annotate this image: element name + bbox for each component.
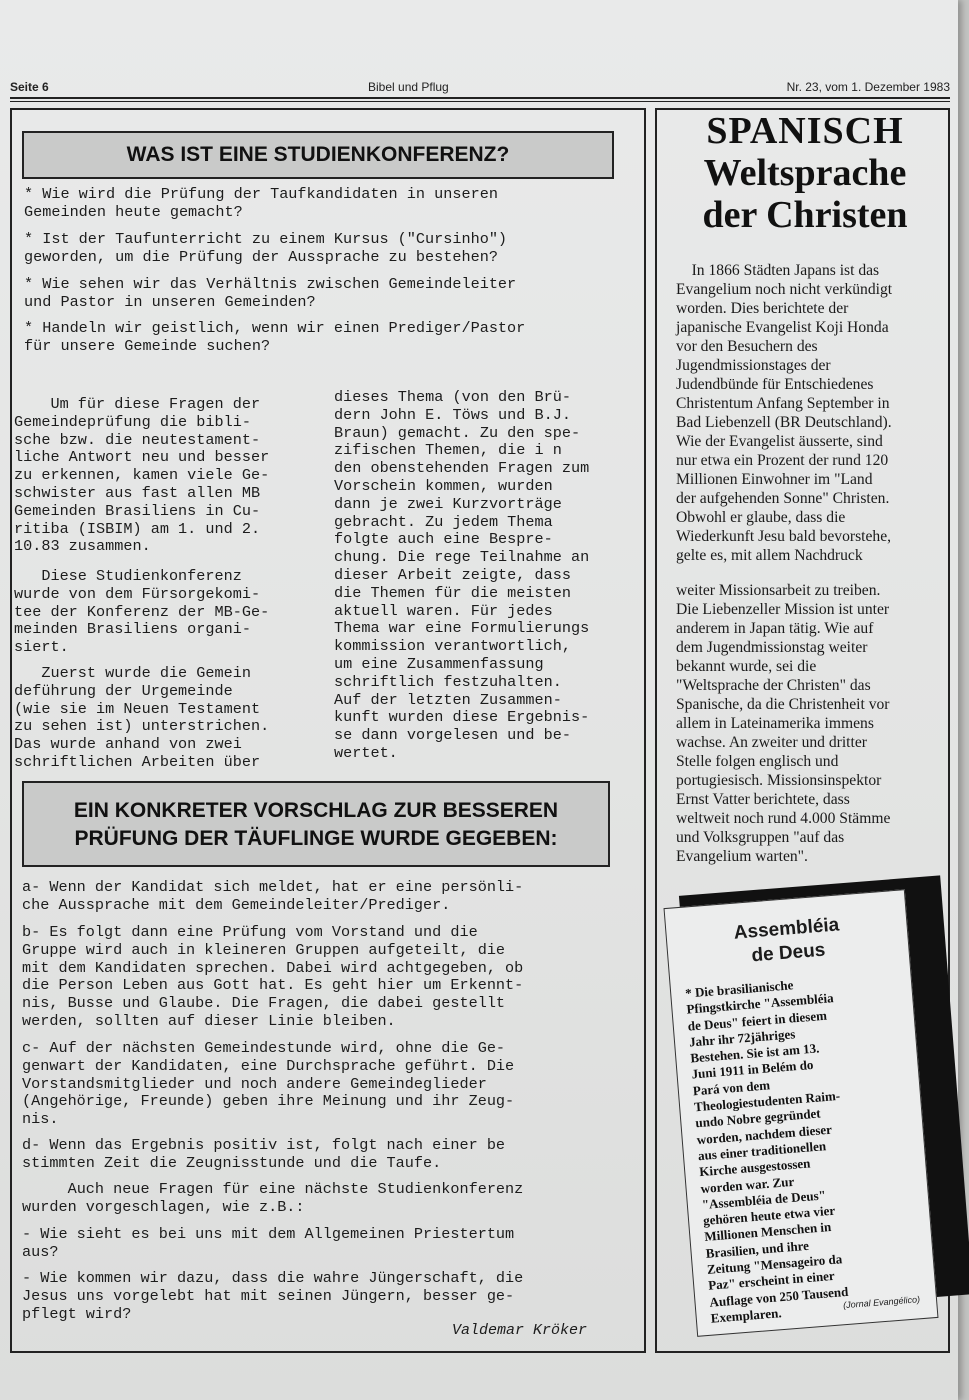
header-rule	[10, 97, 950, 99]
proposal-b: b- Es folgt dann eine Prüfung vom Vorstand und die Gruppe wird auch in kleineren Gruppen aufgeteilt, die mit dem Kandidaten sprechen. Dabei wird achtgegeben, ob die Person Leben aus Gott hat. Es geht hier um Erkennt- nis, Busse und Glaube. Die Fragen, die dabei gestellt werden, sollten auf dieser Linie bleiben.	[22, 923, 524, 1030]
article1-col1-para3: Zuerst wurde die Gemein deführung der Urgemeinde (wie sie im Neuen Testament zu sehen ist) unterstrichen. Das wurde anhand von zwei schriftlichen Arbeiten über	[14, 664, 270, 771]
assembleia-source: (Jornal Evangélico)	[842, 1294, 921, 1311]
question-2: * Ist der Taufunterricht zu einem Kursus ("Cursinho") geworden, um die Prüfung der Aussprache zu bestehen?	[24, 230, 508, 266]
proposal-d: d- Wenn das Ergebnis positiv ist, folgt nach einer be stimmten Zeit die Zeugnisstunde und die Taufe.	[22, 1136, 506, 1172]
page-number: Seite 6	[10, 80, 49, 94]
spanisch-headline-line2: Weltsprache	[703, 152, 907, 194]
article2-headline: EIN KONKRETER VORSCHLAG ZUR BESSEREN PRÜFUNG DER TÄUFLINGE WURDE GEGEBEN:	[22, 781, 610, 867]
assembleia-title: Assembléia de Deus	[733, 914, 840, 967]
proposal-c: c- Auf der nächsten Gemeindestunde wird, ohne die Ge- genwart der Kandidaten, eine Durchsprache geführt. Die Vorstandsmitglieder und noch andere Gemeindeglieder (Angehörige, Freunde) geben ihre Meinung und ihr Zeug- nis.	[22, 1039, 515, 1129]
new-questions-intro: Auch neue Fragen für eine nächste Studienkonferenz wurden vorgeschlagen, wie z.B.:	[22, 1180, 524, 1216]
article1-headline: WAS IST EINE STUDIENKONFERENZ?	[22, 131, 614, 179]
spanisch-headline-line3: der Christen	[702, 194, 908, 236]
page-header	[10, 78, 950, 98]
assembleia-text: * Die brasilianische Pfingstkirche "Assembléia de Deus" feiert in diesem Jahr ihr 72jähriges Bestehen. Sie ist am 13. Juni 1911 in Belém do Pará von dem Theologiestudenten Raim- undo Nobre gegründet worden, nachdem dieser aus einer traditionellen Kirche ausgestossen worden war. Zur "Assembléia de Deus" gehören heute etwa vier Millionen Menschen in Brasilien, und ihre Zeitung "Mensageiro da Paz" erscheint in einer Auflage von 250 Tausend Exemplaren.	[684, 977, 849, 1326]
assembleia-sidebar-box	[664, 889, 939, 1337]
proposal-a: a- Wenn der Kandidat sich meldet, hat er eine persönli- che Aussprache mit dem Gemeindeleiter/Prediger.	[22, 878, 524, 914]
article1-col1-para2: Diese Studienkonferenz wurde von dem Fürsorgekomi- tee der Konferenz der MB-Ge- meinden Brasiliens organi- siert.	[14, 567, 270, 657]
spanisch-headline	[680, 110, 930, 236]
spanisch-headline-line1: SPANISCH	[706, 110, 904, 152]
question-1: * Wie wird die Prüfung der Taufkandidaten in unseren Gemeinden heute gemacht?	[24, 185, 498, 221]
question-3: * Wie sehen wir das Verhältnis zwischen Gemeindeleiter und Pastor in unseren Gemeinden?	[24, 275, 517, 311]
header-rule-thin	[10, 101, 950, 102]
spanisch-para-1: In 1866 Städten Japans ist das Evangelium noch nicht verkündigt worden. Dies berichtete der japanische Evangelist Koji Honda vor den Besuchern des Jugendmissionstages der Judendbünde für Entschiedenes Christentum Anfang September in Bad Liebenzell (BR Deutschland). Wie der Evangelist äusserte, sind nur etwa ein Prozent der rund 120 Millionen Einwohner im "Land der aufgehenden Sonne" Christen. Obwohl er glaube, dass die Wiederkunft Jesu bald bevorstehe, gelte es, mit allem Nachdruck	[676, 262, 893, 564]
article1-col1-para1: Um für diese Fragen der Gemeindeprüfung die bibli- sche bzw. die neutestament- liche Antwort neu und besser zu erkennen, kamen viele Ge- schwister aus fast allen MB Gemeinden Brasiliens in Cu- ritiba (ISBIM) am 1. und 2. 10.83 zusammen.	[14, 395, 270, 556]
question-4: * Handeln wir geistlich, wenn wir einen Prediger/Pastor für unsere Gemeinde suchen?	[24, 319, 526, 355]
new-question-2: - Wie kommen wir dazu, dass die wahre Jüngerschaft, die Jesus uns vorgelebt hat mit seinen Jüngern, besser ge- pflegt wird?	[22, 1269, 524, 1323]
publication-name: Bibel und Pflug	[368, 80, 449, 94]
issue-date: Nr. 23, vom 1. Dezember 1983	[786, 80, 950, 94]
new-question-1: - Wie sieht es bei uns mit dem Allgemeinen Priestertum aus?	[22, 1225, 515, 1261]
author-signature: Valdemar Kröker	[452, 1322, 588, 1339]
spanisch-para-2: weiter Missionsarbeit zu treiben. Die Liebenzeller Mission ist unter anderem in Japan tätig. Wie auf dem Jugendmissionstag weiter bekannt wurde, sei die "Weltsprache der Christen" das Spanische, da die Christenheit vor allem in Lateinamerika immens wachse. An zweiter und dritter Stelle folgen englisch und portugiesisch. Missionsinspektor Ernst Vatter berichtete, dass weltweit noch rund 4.000 Stämme und Volksgruppen "auf das Evangelium warten".	[676, 582, 891, 865]
article1-col2: dieses Thema (von den Brü- dern John E. Töws und B.J. Braun) gemacht. Zu den spe- zifischen Themen, die i n den obenstehenden Fragen zum Vorschein kommen, wurden dann je zwei Kurzvorträge gebracht. Zu jedem Thema folgte auch eine Bespre- chung. Die rege Teilnahme an dieser Arbeit zeigte, dass die Themen für die meisten aktuell waren. Für jedes Thema war eine Formulierungs kommission verantwortlich, um eine Zusammenfassung schriftlich festzuhalten. Auf der letzten Zusammen- kunft wurden diese Ergebnis- se dann vorgelesen und be- wertet.	[334, 388, 590, 762]
